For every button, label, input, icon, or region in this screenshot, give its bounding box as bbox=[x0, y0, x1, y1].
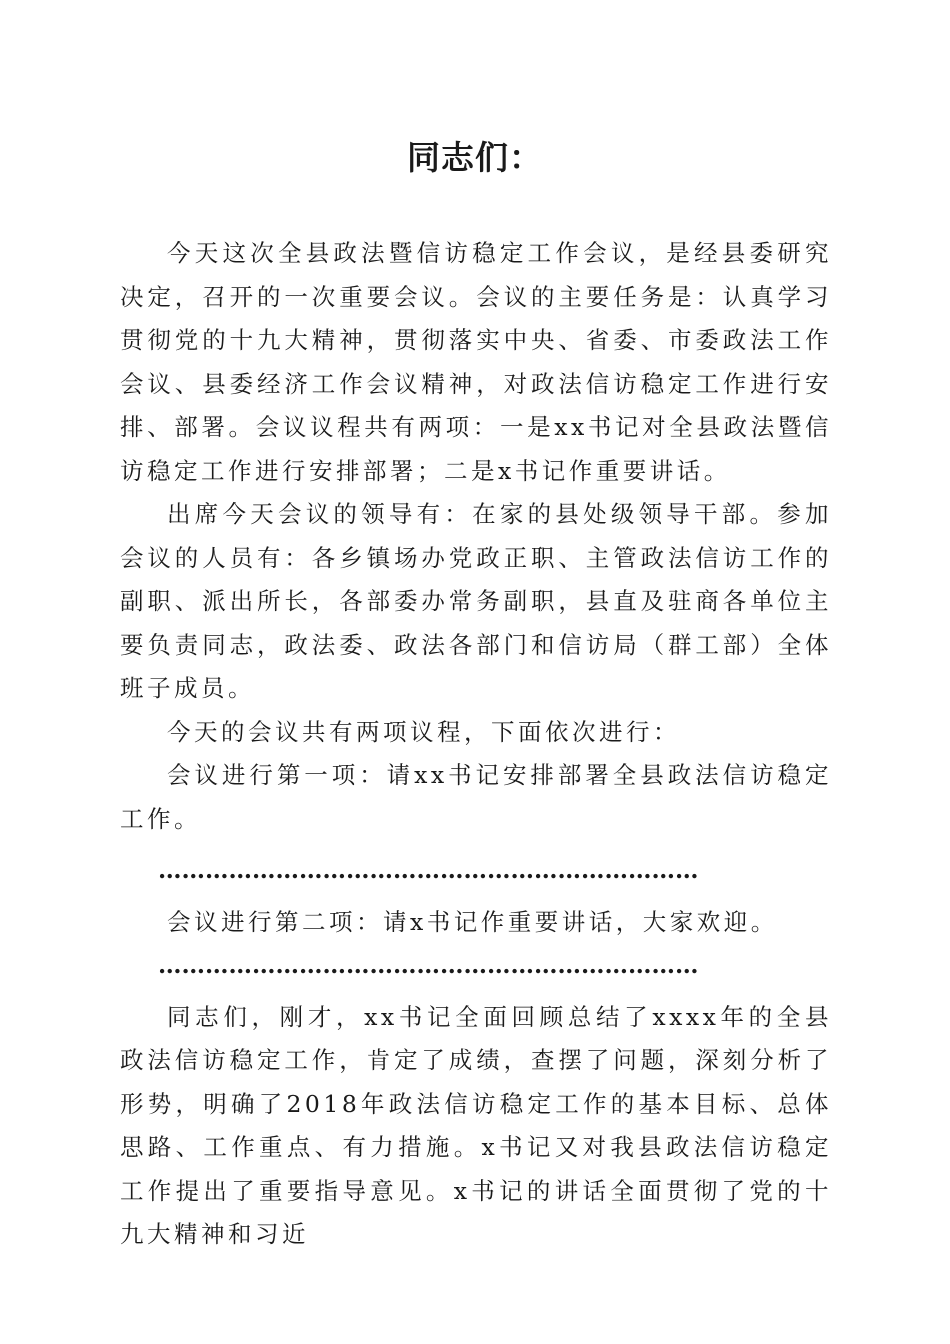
paragraph-meeting-purpose: 今天这次全县政法暨信访稳定工作会议，是经县委研究决定，召开的一次重要会议。会议的主要任务是：认真学习贯彻党的十九大精神，贯彻落实中央、省委、市委政法工作会议、县委经济工作会议精神，对政法信访稳定工作进行安排、部署。会议议程共有两项：一是xx书记对全县政法暨信访稳定工作进行安排部署；二是x书记作重要讲话。 bbox=[120, 239, 832, 485]
paragraph-agenda-item-1: 会议进行第一项：请xx书记安排部署全县政法信访稳定工作。 bbox=[120, 761, 832, 833]
ellipsis-separator-2: …………………………………………………………… bbox=[158, 951, 699, 979]
paragraph-attendees: 出席今天会议的领导有：在家的县处级领导干部。参加会议的人员有：各乡镇场办党政正职、主管政法信访工作的副职、派出所长，各部委办常务副职，县直及驻商各单位主要负责同志，政法委、政法各部门和信访局（群工部）全体班子成员。 bbox=[120, 500, 832, 702]
ellipsis-separator-1: …………………………………………………………… bbox=[158, 856, 699, 884]
paragraph-summary: 同志们，刚才，xx书记全面回顾总结了xxxx年的全县政法信访稳定工作，肯定了成绩，查摆了问题，深刻分析了形势，明确了2018年政法信访稳定工作的基本目标、总体思路、工作重点、有力措施。x书记又对我县政法信访稳定工作提出了重要指导意见。x书记的讲话全面贯彻了党的十九大精神和习近 bbox=[120, 1002, 832, 1248]
spacer bbox=[120, 988, 832, 996]
spacer bbox=[120, 893, 832, 901]
paragraph-agenda-item-2: 会议进行第二项：请x书记作重要讲话，大家欢迎。 bbox=[167, 907, 778, 936]
paragraph-agenda-intro: 今天的会议共有两项议程，下面依次进行： bbox=[167, 717, 680, 746]
document-title: 同志们： bbox=[407, 138, 543, 177]
spacer bbox=[120, 841, 832, 849]
document-body bbox=[120, 232, 832, 1257]
